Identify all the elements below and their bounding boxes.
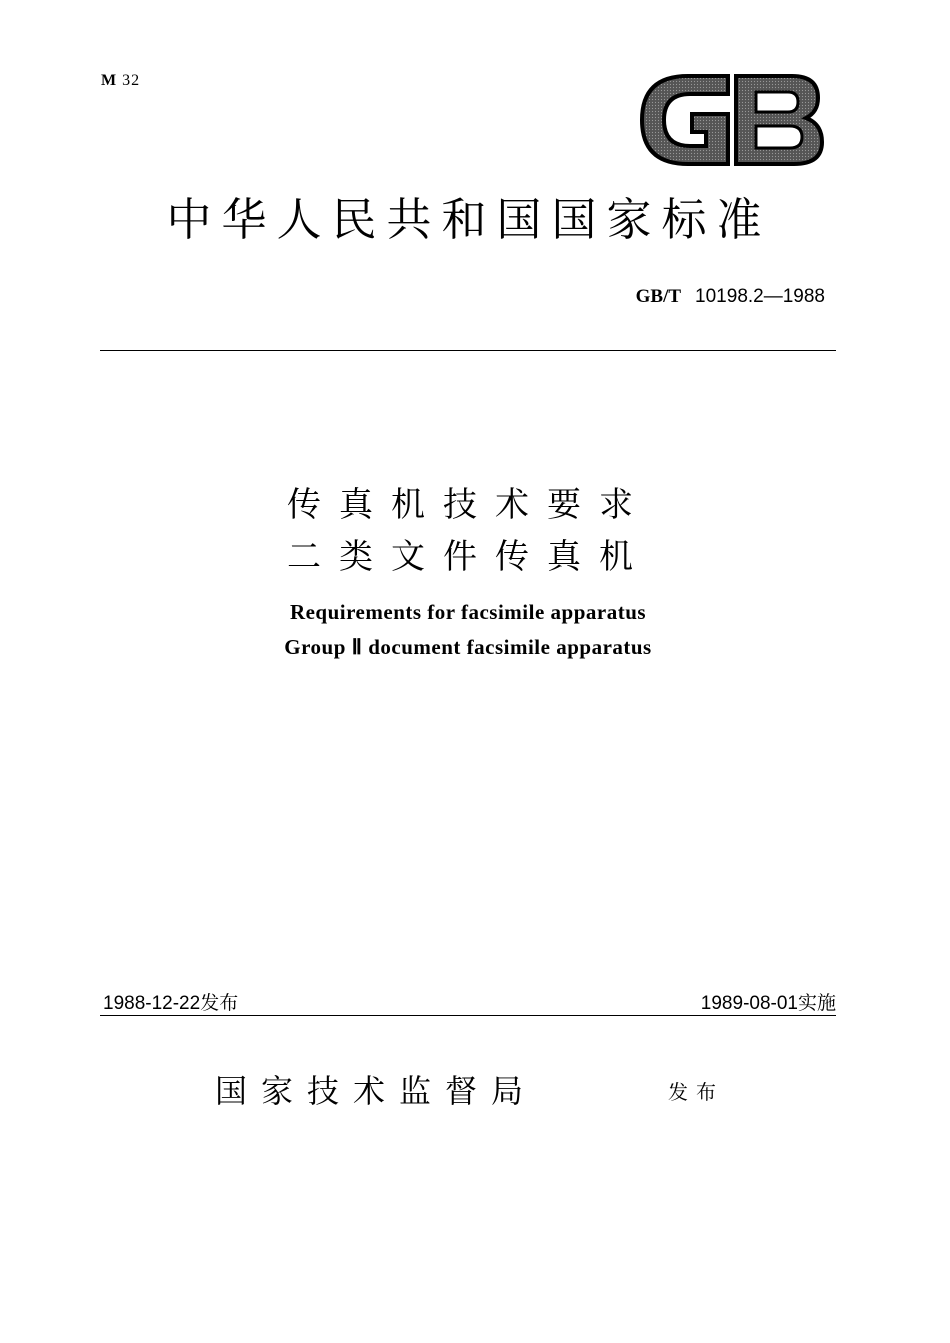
national-standard-title: 中华人民共和国国家标准 <box>166 193 772 246</box>
classification-number: 32 <box>122 72 141 89</box>
standard-number <box>500 286 825 308</box>
standard-prefix: GB/T <box>635 286 682 307</box>
title-zh-line1: 传真机技术要求 <box>287 485 651 525</box>
classification-code <box>101 72 140 90</box>
effective-date: 1989-08-01实施 <box>700 993 836 1014</box>
gb-logo-graphic <box>636 68 826 172</box>
title-en-line2: Group Ⅱ document facsimile apparatus <box>284 635 652 659</box>
title-en-line1: Requirements for facsimile apparatus <box>289 600 647 624</box>
publisher-suffix: 发布 <box>668 1080 724 1104</box>
bottom-divider <box>100 1015 836 1016</box>
issue-date: 1988-12-22发布 <box>103 993 239 1014</box>
title-zh-line2: 二类文件传真机 <box>287 537 651 577</box>
top-divider <box>100 350 836 351</box>
classification-letter: M <box>101 72 118 89</box>
publisher-name: 国家技术监督局 <box>215 1072 538 1110</box>
gb-logo <box>636 68 826 172</box>
standard-code: 10198.2—1988 <box>695 286 825 307</box>
